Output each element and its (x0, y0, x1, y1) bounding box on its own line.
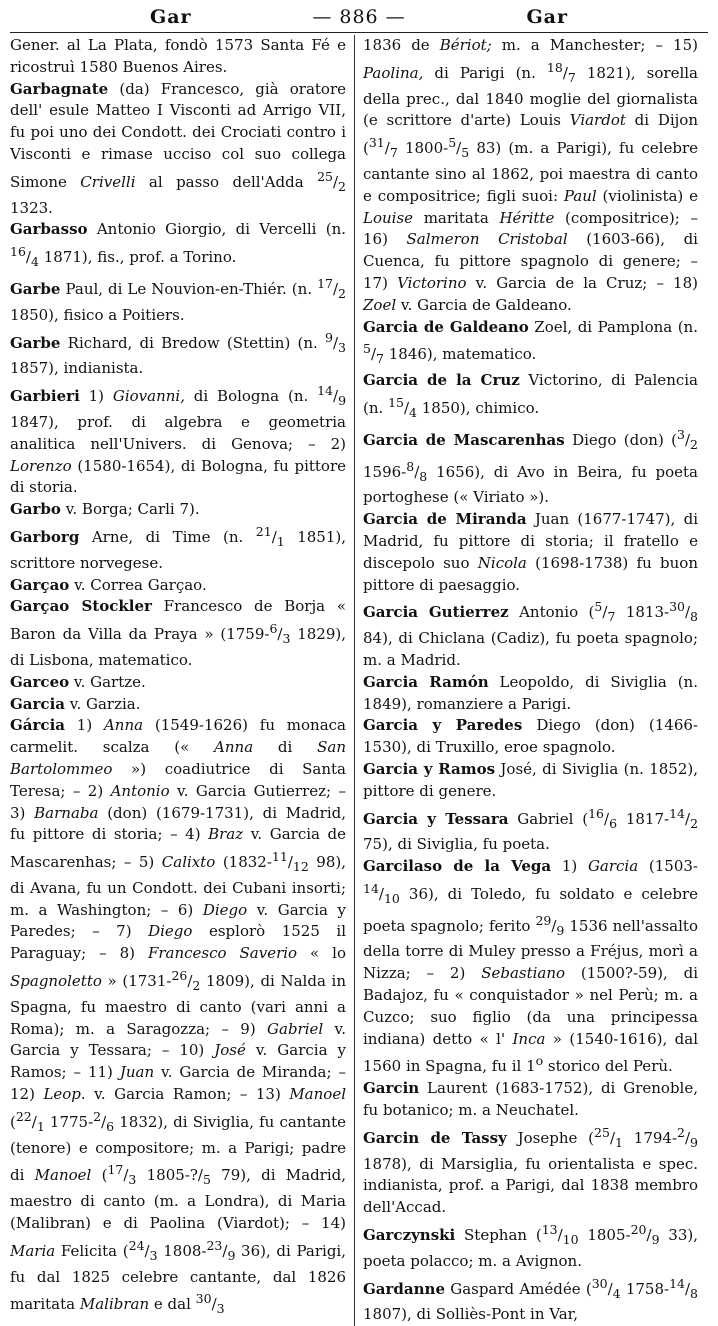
dictionary-entry: Garçao v. Correa Garçao. (10, 575, 207, 594)
text-columns (10, 35, 708, 1326)
dictionary-entry: Garcia de la Cruz Victorino, di Palencia (n. $^{15}/_4$ 1850), chimico. (363, 371, 698, 420)
dictionary-entry: Garcia y Tessara Gabriel ($^{16}/_6$ $1817-^{14}/_2$ 75), di Siviglia, fu poeta. (363, 805, 698, 854)
page-number: — 886 — (312, 6, 406, 28)
dictionary-entry: Gárcia 1) Anna (1549-1626) fu monaca carmelit. scalza (« Anna di San Bartolommeo ») coadiutrice di Santa Teresa; – 2) Antonio v. Garcia Gutierrez; – 3) Barnaba (don) (1679-1731), di Madrid, fu pittore di storia; – 4) Braz v. Garcia de Mascarenhas; – 5) Calixto ($1832-^{11}/_{12}$ 98), di Avana, fu un Condott. dei Cubani insorti; m. a Washington; – 6) Diego v. Garcia y Paredes; – 7) Diego esplorò 1525 il Paraguay; – 8) Francesco Saverio « lo Spagnoletto » ($1731-^{26}/_2$ 1809), di Nalda in Spagna, fu maestro di canto (vari anni a Roma); m. a Saragozza; – 9) Gabriel v. Garcia y Tessara; – 10) José v. Garcia y Ramos; – 11) Juan v. Garcia de Miranda; – 12) Leop. v. Garcia Ramon; – 13) Manoel ($^{22}/_1$ $1775-^2/_6$ 1832), di Siviglia, fu cantante (tenore) e compositore; m. a Parigi; padre di Manoel ($^{17}/_3$ $1805-?/_5$ 79), di Madrid, maestro di canto (m. a Londra), di Maria (Malibran) e di Paolina (Viardot); – 14) Maria Felicita ($^{24}/_3$ $1808-^{23}/_9$ 36), di Parigi, fu dal 1825 celebre cantante, dal 1826 maritata Malibran e dal $^{30}/_3$ (10, 716, 347, 1317)
header-right-word: Gar (526, 6, 568, 28)
dictionary-entry: Garçao Stockler Francesco de Borja « Baron da Villa da Praya » ($1759-^6/_3$ 1829), di Lisbona, matematico. (10, 597, 347, 669)
header-left-word: Gar (150, 6, 192, 28)
left-column (10, 35, 354, 1326)
dictionary-entry: Garbasso Antonio Giorgio, di Vercelli (n. $^{16}/_4$ 1871), fis., prof. a Torino. (10, 220, 346, 270)
dictionary-entry: Gardanne Gaspard Amédée ($^{30}/_4$ $1758-^{14}/_8$ 1807), di Solliès-Pont in Var, (363, 1275, 698, 1324)
dictionary-entry: Garbe Richard, di Bredow (Stettin) (n. $^9/_3$ 1857), indianista. (10, 329, 346, 378)
dictionary-entry: Garbagnate (da) Francesco, già oratore dell' esule Matteo I Visconti ad Arrigo VII, fu poi uno dei Condott. dei Crociati contro i Visconti e rimase ucciso col suo collega Simone Crivelli al passo dell'Adda $^{25}/_2$ 1323. (10, 79, 346, 217)
dictionary-entry: Garbieri 1) Giovanni, di Bologna (n. $^{14}/_9$ 1847), prof. di algebra e geometria analitica nell'Univers. di Genova; – 2) Lorenzo (1580-1654), di Bologna, fu pittore di storia. (10, 383, 347, 497)
dictionary-entry: Garczynski Stephan ($^{13}/_{10}$ $1805-^{20}/_9$ 33), poeta polacco; m. a Avignon. (363, 1222, 698, 1270)
dictionary-entry: Garbo v. Borga; Carli 7). (10, 500, 200, 519)
dictionary-entry: Garcia de Mascarenhas Diego (don) ($^3/_2$ $1596-^8/_8$ 1656), di Avo in Beira, fu poeta portoghese (« Viriato »). (363, 426, 698, 507)
dictionary-entry: Garcia v. Garzia. (10, 694, 141, 713)
page-header (10, 2, 708, 33)
dictionary-entry: Garcia Gutierrez Antonio ($^5/_7$ $1813-^{30}/_8$ 84), di Chiclana (Cadiz), fu poeta spagnolo; m. a Madrid. (363, 599, 698, 669)
dictionary-entry: Garcin Laurent (1683-1752), di Grenoble, fu botanico; m. a Neuchatel. (363, 1079, 698, 1120)
dictionary-entry: Garcia de Galdeano Zoel, di Pamplona (n. $^5/_7$ 1846), matematico. (363, 317, 698, 367)
dictionary-entry: Garcia y Ramos José, di Siviglia (n. 1852), pittore di genere. (363, 759, 698, 800)
dictionary-entry: Garcilaso de la Vega 1) Garcia ($1503-^{14}/_{10}$ 36), di Toledo, fu soldato e celebre poeta spagnolo; ferito $^{29}/_9$ 1536 nell'assalto della torre di Muley presso a Fréjus, morì a Nizza; – 2) Sebastiano (1500?-59), di Badajoz, fu « conquistador » nel Perù; m. a Cuzco; suo figlio (da una principessa indiana) detto « l' Inca » (1540-1616), dal 1560 in Spagna, fu il 1$^o$ storico del Perù. (363, 857, 698, 1076)
dictionary-entry: Garceo v. Gartze. (10, 672, 146, 691)
dictionary-entry: Garcia Ramón Leopoldo, di Siviglia (n. 1849), romanziere a Parigi. (363, 672, 698, 713)
right-column (354, 35, 698, 1326)
dictionary-entry: Garcin de Tassy Josephe ($^{25}/_1$ $1794-^2/_9$ 1878), di Marsiglia, fu orientalista e spec. indianista, prof. a Parigi, dal 1838 membro dell'Accad. (363, 1124, 698, 1217)
entry-continuation: Gener. al La Plata, fondò 1573 Santa Fé e ricostruì 1580 Buenos Aires. (10, 36, 346, 76)
dictionary-entry: Garcia y Paredes Diego (don) (1466-1530), di Truxillo, eroe spagnolo. (363, 716, 698, 757)
dictionary-entry: Garbe Paul, di Le Nouvion-en-Thiér. (n. $^{17}/_2$ 1850), fisico a Poitiers. (10, 275, 346, 324)
dictionary-entry: Garborg Arne, di Time (n. $^{21}/_1$ 1851), scrittore norvegese. (10, 523, 347, 572)
entry-continuation: 1836 de Bériot; m. a Manchester; – 15) Paolina, di Parigi (n. $^{18}/_7$ 1821), sorella della prec., dal 1840 moglie del giornalista (e scrittore d'arte) Louis Viardot di Dijon ($^{31}/_7$ $1800-^5/_5$ 83) (m. a Parigi), fu celebre cantante sino al 1862, poi maestra di canto e compositrice; figli suoi: Paul (violinista) e Louise maritata Héritte (compositrice); – 16) Salmeron Cristobal (1603-66), di Cuenca, fu pittore spagnolo di genere; – 17) Victorino v. Garcia de la Cruz; – 18) Zoel v. Garcia de Galdeano. (363, 36, 698, 314)
dictionary-entry: Garcia de Miranda Juan (1677-1747), di Madrid, fu pittore di storia; il fratello e discepolo suo Nicola (1698-1738) fu buon pittore di paesaggio. (363, 510, 698, 594)
